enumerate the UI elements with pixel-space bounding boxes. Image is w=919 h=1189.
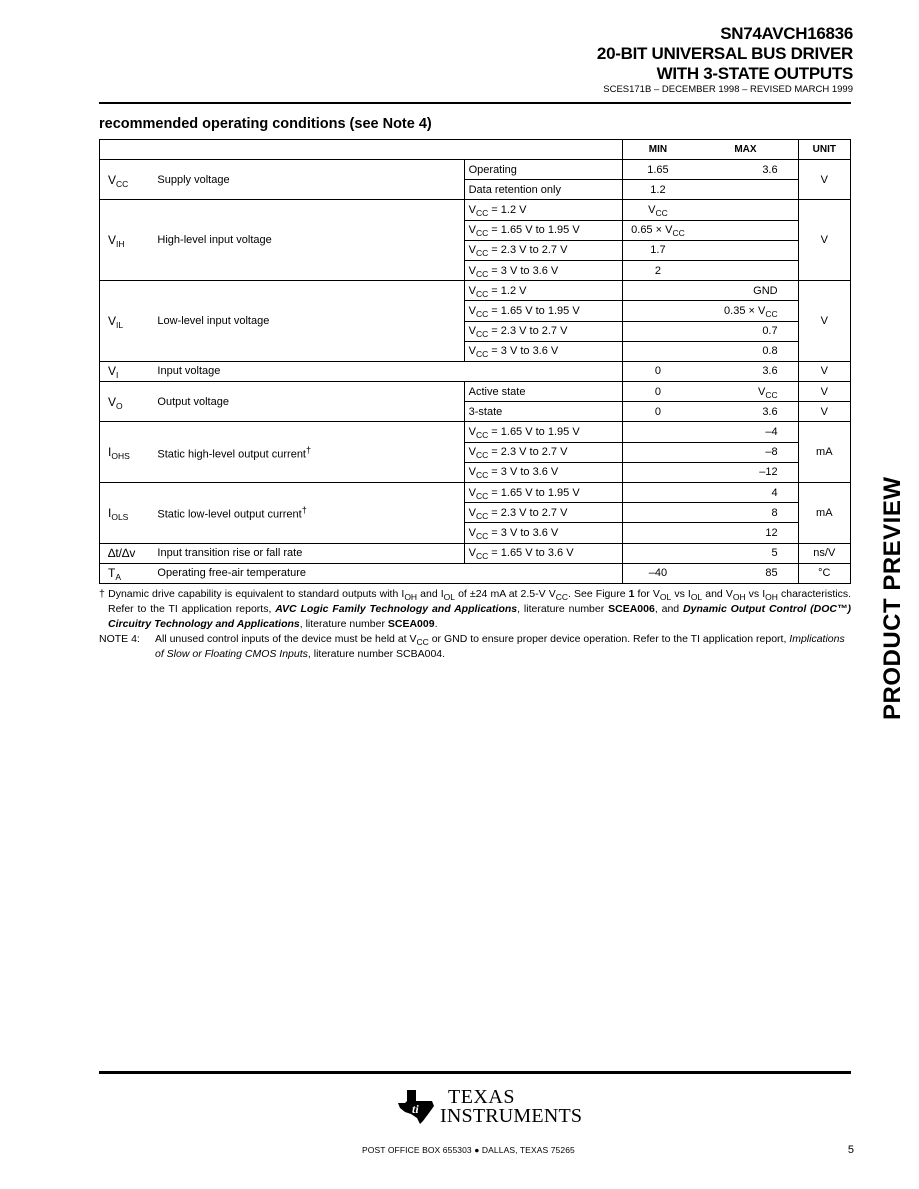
table-header-row — [100, 140, 851, 160]
page-number: 5 — [847, 1144, 854, 1156]
min-value: $V_{CC}$ — [622, 200, 693, 220]
min-value — [622, 503, 693, 523]
min-value — [622, 341, 693, 361]
table-row — [100, 543, 851, 563]
parameter-symbol: $V_I$ — [100, 361, 154, 381]
parameter-name: Static low-level output current† — [153, 483, 464, 544]
footer-rule — [99, 1071, 851, 1074]
document-title-line-2: 20-BIT UNIVERSAL BUS DRIVER — [596, 44, 853, 63]
max-value — [693, 240, 798, 260]
unit-value: V — [798, 160, 850, 200]
max-value: 5 — [693, 543, 798, 563]
parameter-name: High-level input voltage — [153, 200, 464, 281]
max-value: –8 — [693, 442, 798, 462]
max-value: $0.35 \times V_{CC}$ — [693, 301, 798, 321]
max-header: MAX — [693, 140, 798, 160]
test-condition: $V_{CC} = 2.3$ V to 2.7 V — [464, 321, 622, 341]
min-value: 1.7 — [622, 240, 693, 260]
test-condition: $V_{CC} = 1.65$ V to 1.95 V — [464, 220, 622, 240]
min-value — [622, 462, 693, 482]
parameter-name: Operating free-air temperature — [153, 563, 622, 583]
test-condition: $V_{CC} = 1.2$ V — [464, 281, 622, 301]
test-condition: Data retention only — [464, 180, 622, 200]
parameter-name: Supply voltage — [153, 160, 464, 200]
min-value — [622, 281, 693, 301]
parameter-name: Input transition rise or fall rate — [153, 543, 464, 563]
app-report-link-2: Dynamic Output Control (DOC™) Circuitry Technology and Applications — [108, 603, 851, 630]
parameter-symbol: $I_{OHS}$ — [100, 422, 154, 483]
unit-value: mA — [798, 422, 850, 483]
max-value: 85 — [693, 563, 798, 583]
max-value: 0.7 — [693, 321, 798, 341]
max-value — [693, 180, 798, 200]
test-condition: $V_{CC} = 2.3$ V to 2.7 V — [464, 503, 622, 523]
test-condition: $V_{CC} = 2.3$ V to 2.7 V — [464, 240, 622, 260]
parameter-symbol: ∆t/∆v — [100, 543, 154, 563]
max-value: GND — [693, 281, 798, 301]
table-row — [100, 160, 851, 180]
test-condition: $V_{CC} = 1.65$ V to 3.6 V — [464, 543, 622, 563]
test-condition: $V_{CC} = 1.65$ V to 1.95 V — [464, 301, 622, 321]
max-value: –12 — [693, 462, 798, 482]
min-value: 0 — [622, 361, 693, 381]
texas-state-icon — [396, 1088, 436, 1126]
min-value — [622, 321, 693, 341]
unit-value: ns/V — [798, 543, 850, 563]
table-row — [100, 483, 851, 503]
table-row — [100, 361, 851, 381]
parameter-name: Output voltage — [153, 382, 464, 422]
footer-address: POST OFFICE BOX 655303 ● DALLAS, TEXAS 75265 — [362, 1145, 575, 1155]
note-4-text: All unused control inputs of the device must be held at $V_{CC}$ or GND to ensure proper device operation. Refer to the TI application report, Implications of Slow or Floating CMOS Inputs, literature number SCBA004. — [155, 633, 845, 660]
unit-value: mA — [798, 483, 850, 544]
test-condition: $V_{CC} = 1.2$ V — [464, 200, 622, 220]
min-value: 2 — [622, 260, 693, 280]
note-4-label: NOTE 4: — [99, 633, 140, 645]
parameter-symbol: $V_O$ — [100, 382, 154, 422]
header-rule — [99, 102, 851, 104]
test-condition: 3-state — [464, 402, 622, 422]
max-value: $V_{CC}$ — [693, 382, 798, 402]
unit-value: V — [798, 361, 850, 381]
ti-wordmark — [440, 1088, 582, 1126]
unit-value: °C — [798, 563, 850, 583]
test-condition: $V_{CC} = 2.3$ V to 2.7 V — [464, 442, 622, 462]
parameter-symbol: $T_A$ — [100, 563, 154, 583]
max-value: –4 — [693, 422, 798, 442]
test-condition: $V_{CC} = 3$ V to 3.6 V — [464, 341, 622, 361]
parameter-name: Static high-level output current† — [153, 422, 464, 483]
parameter-symbol: $V_{IL}$ — [100, 281, 154, 362]
min-value — [622, 301, 693, 321]
test-condition: $V_{CC} = 1.65$ V to 1.95 V — [464, 422, 622, 442]
table-row — [100, 200, 851, 220]
parameter-name: Input voltage — [153, 361, 622, 381]
max-value: 3.6 — [693, 160, 798, 180]
unit-value: V — [798, 402, 850, 422]
min-value — [622, 442, 693, 462]
test-condition: $V_{CC} = 3$ V to 3.6 V — [464, 462, 622, 482]
svg-text:ti: ti — [412, 1102, 419, 1116]
max-value: 8 — [693, 503, 798, 523]
max-value — [693, 260, 798, 280]
document-header — [597, 24, 853, 96]
unit-value: V — [798, 382, 850, 402]
logo-texas: TEXAS — [448, 1086, 515, 1108]
min-value: –40 — [622, 563, 693, 583]
max-value: 3.6 — [693, 402, 798, 422]
max-value: 0.8 — [693, 341, 798, 361]
parameter-symbol: $V_{IH}$ — [100, 200, 154, 281]
test-condition: $V_{CC} = 3$ V to 3.6 V — [464, 260, 622, 280]
min-header: MIN — [622, 140, 693, 160]
product-preview-label: PRODUCT PREVIEW — [879, 476, 906, 720]
ti-logo — [396, 1088, 582, 1126]
table-row — [100, 382, 851, 402]
min-value: 1.2 — [622, 180, 693, 200]
app-report-link-1: AVC Logic Family Technology and Applications — [275, 603, 518, 615]
test-condition: Operating — [464, 160, 622, 180]
test-condition: $V_{CC} = 3$ V to 3.6 V — [464, 523, 622, 543]
unit-value: V — [798, 200, 850, 281]
document-reference: SCES171B – DECEMBER 1998 – REVISED MARCH 1999 — [603, 84, 853, 95]
section-title: recommended operating conditions (see Note 4) — [99, 116, 432, 132]
unit-header: UNIT — [798, 140, 850, 160]
min-value: 0 — [622, 402, 693, 422]
min-value: $0.65 \times V_{CC}$ — [622, 220, 693, 240]
min-value: 1.65 — [622, 160, 693, 180]
max-value: 12 — [693, 523, 798, 543]
parameter-symbol: $V_{CC}$ — [100, 160, 154, 200]
table-row — [100, 563, 851, 583]
note-4 — [99, 632, 851, 662]
max-value: 3.6 — [693, 361, 798, 381]
min-value: 0 — [622, 382, 693, 402]
dagger-footnote: † Dynamic drive capability is equivalent to standard outputs with $I_{OH}$ and $I_{OL}$ of ±24 mA at 2.5-V $V_{CC}$. See Figure 1 for $V_{OL}$ vs $I_{OL}$ and $V_{OH}$ vs $I_{OH}$ characteristics. Refer to the TI application reports, AVC Logic Family Technology and Applications, literature number SCEA006, and Dynamic Output Control (DOC™) Circuitry Technology and Applications, literature number SCEA009. — [99, 588, 852, 630]
operating-conditions-table — [99, 139, 851, 584]
parameter-name: Low-level input voltage — [153, 281, 464, 362]
min-value — [622, 483, 693, 503]
test-condition: $V_{CC} = 1.65$ V to 1.95 V — [464, 483, 622, 503]
table-row — [100, 281, 851, 301]
max-value — [693, 220, 798, 240]
test-condition: Active state — [464, 382, 622, 402]
min-value — [622, 523, 693, 543]
max-value — [693, 200, 798, 220]
parameter-symbol: $I_{OLS}$ — [100, 483, 154, 544]
part-number: SN74AVCH16836 — [720, 24, 853, 43]
max-value: 4 — [693, 483, 798, 503]
min-value — [622, 543, 693, 563]
table-notes — [99, 587, 851, 662]
document-title-line-3: WITH 3-STATE OUTPUTS — [656, 64, 853, 83]
table-row — [100, 422, 851, 442]
unit-value: V — [798, 281, 850, 362]
min-value — [622, 422, 693, 442]
logo-instruments: INSTRUMENTS — [440, 1105, 583, 1127]
